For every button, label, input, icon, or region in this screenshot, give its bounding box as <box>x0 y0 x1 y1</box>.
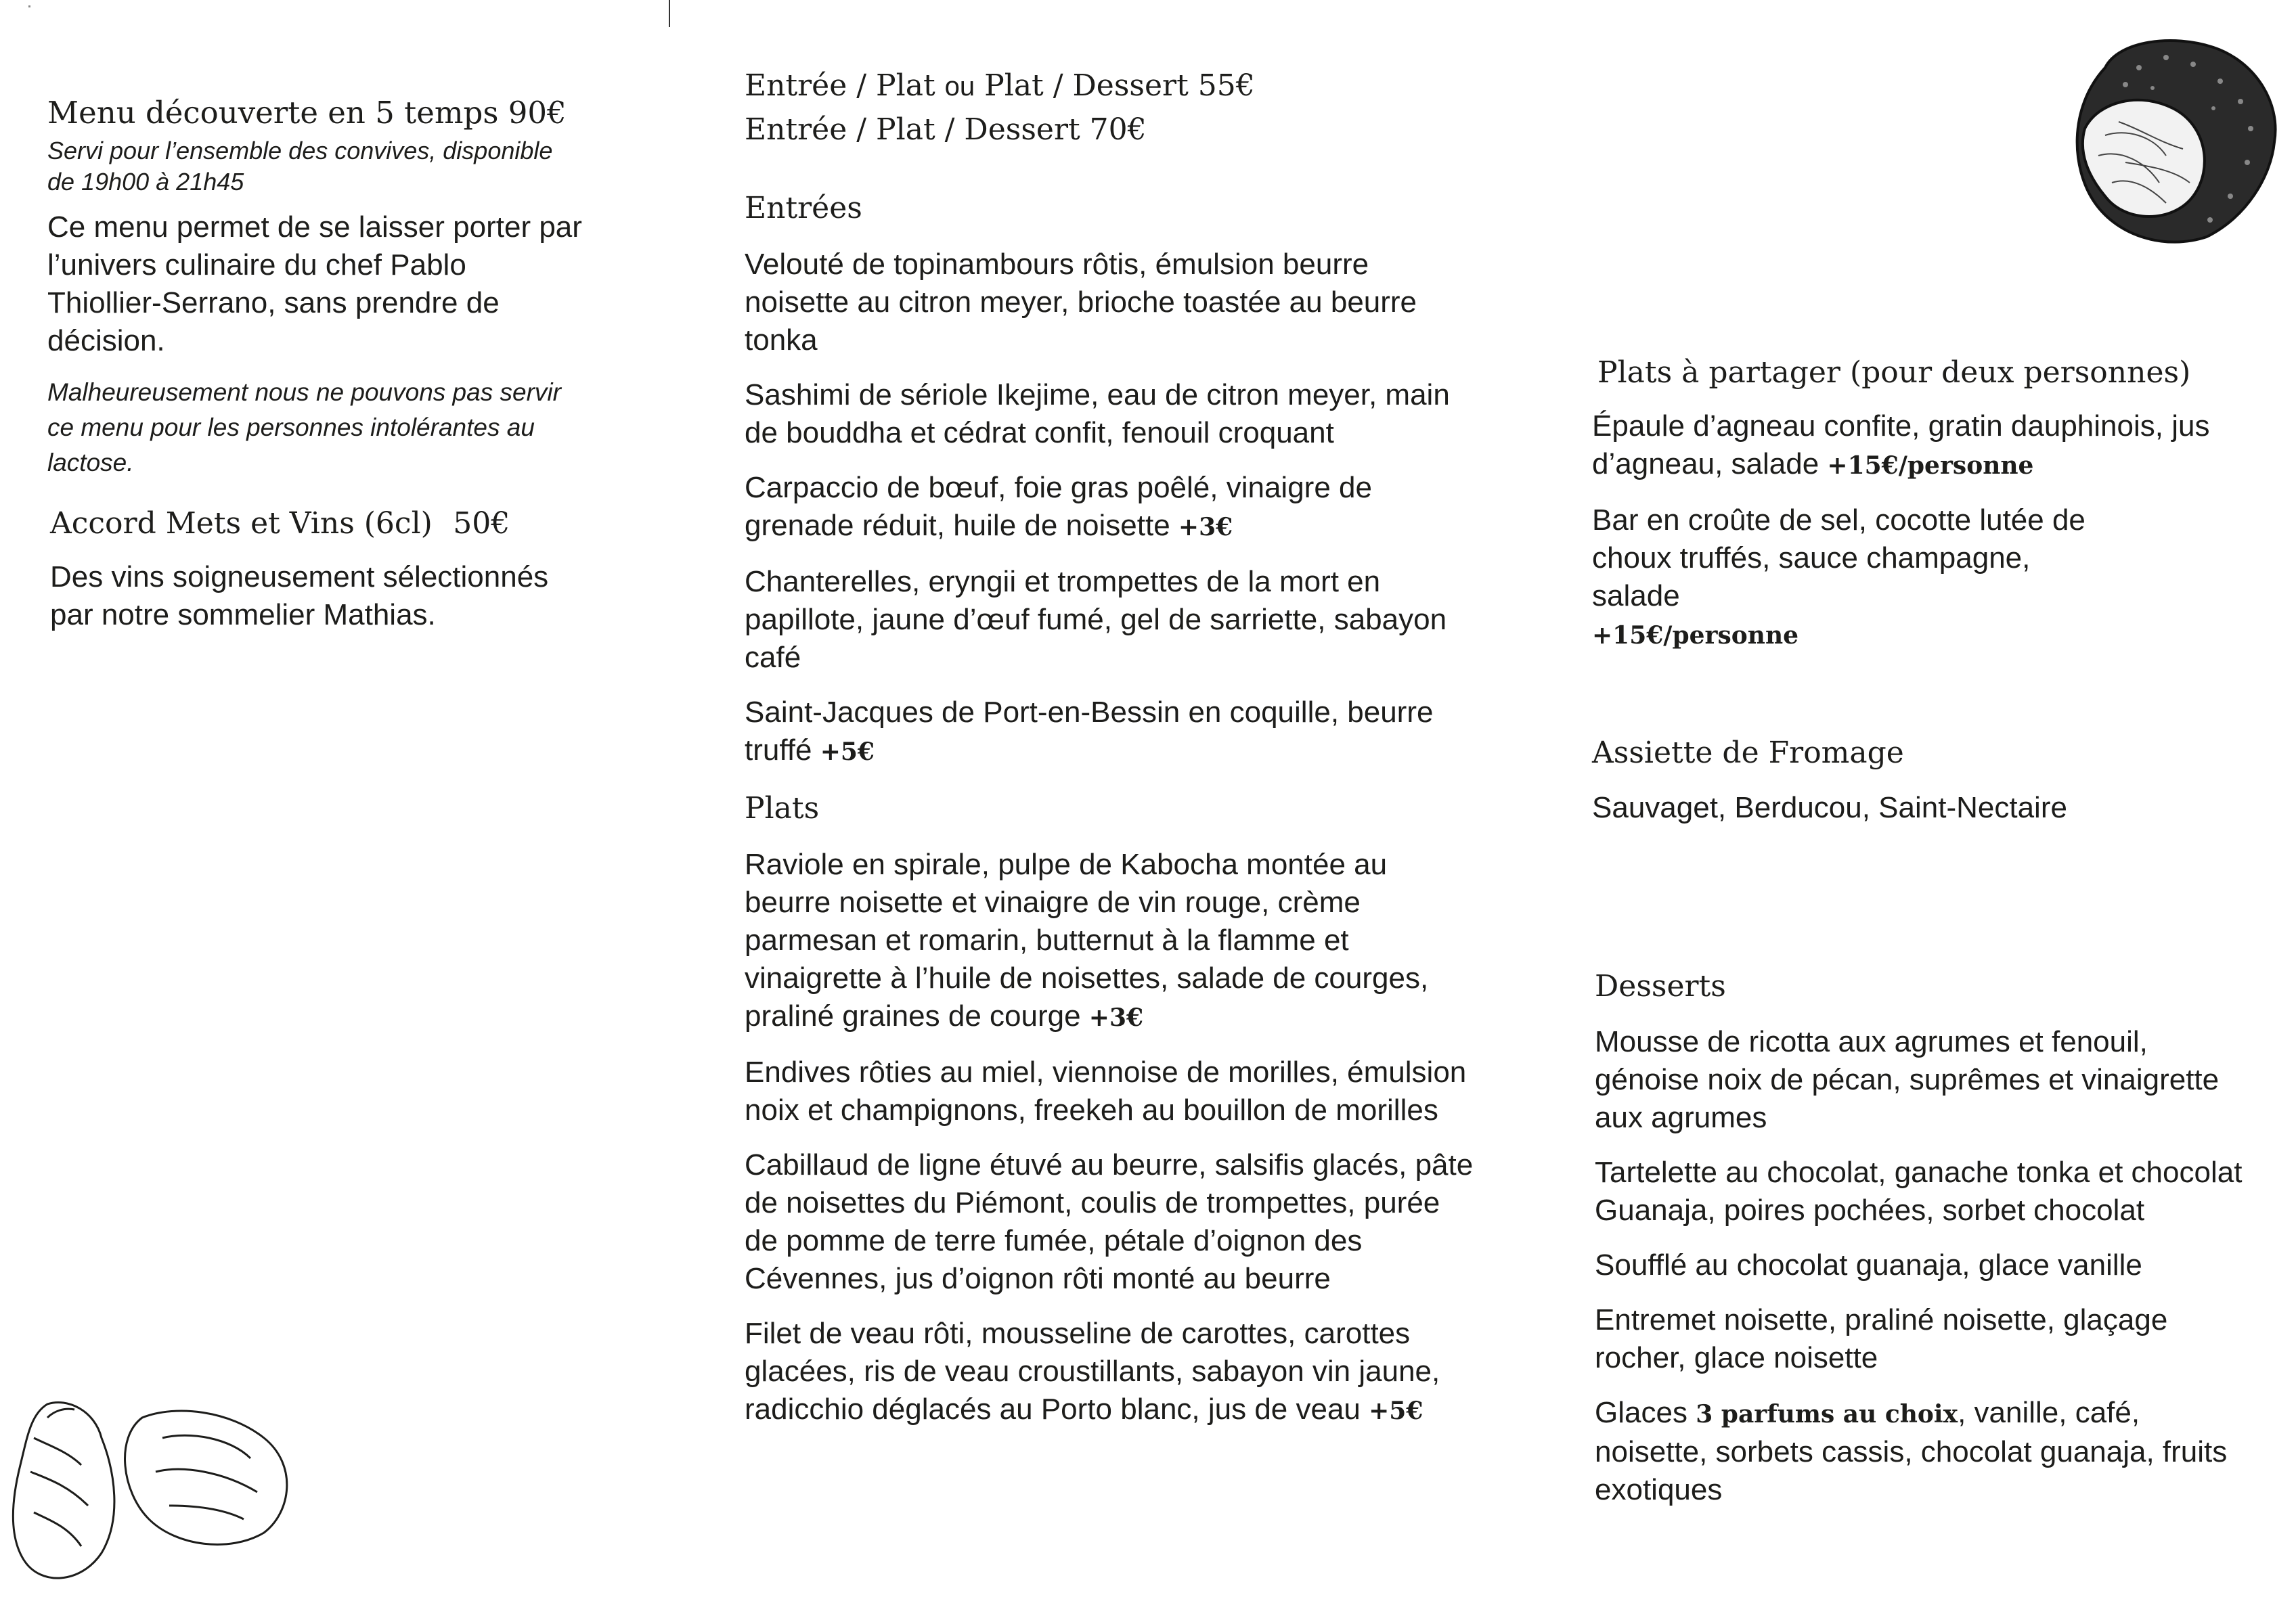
supplement-badge: +5€ <box>1369 1396 1423 1425</box>
plat-item: Filet de veau rôti, mousseline de carottes, carottes glacées, ris de veau croustillants, sabayon vin jaune, radicchio déglacés au Porto blanc, jus de veau +5€ <box>745 1316 1440 1426</box>
formula-entree-plat: Entrée / Plat <box>745 68 935 103</box>
entree-item: Velouté de topinambours rôtis, émulsion beurre noisette au citron meyer, brioche toastée au beurre tonka <box>745 247 1417 357</box>
entree-item: Saint-Jacques de Port-en-Bessin en coquille, beurre truffé +5€ <box>745 695 1434 767</box>
discovery-menu-description: Ce menu permet de se laisser porter par l’univers culinaire du chef Pablo Thiollier-Serrano, sans prendre de décision. <box>47 210 582 357</box>
dessert-item: Entremet noisette, praliné noisette, glaçage rocher, glace noisette <box>1595 1303 2168 1375</box>
wine-pairing-price: 50€ <box>453 506 510 541</box>
dessert-item: Mousse de ricotta aux agrumes et fenouil, génoise noix de pécan, suprêmes et vinaigrette aux agrumes <box>1595 1025 2220 1135</box>
discovery-menu-note: Servi pour l’ensemble des convives, disponible de 19h00 à 21h45 <box>47 137 553 196</box>
entree-item: Carpaccio de bœuf, foie gras poêlé, vinaigre de grenade réduit, huile de noisette +3€ <box>745 470 1372 542</box>
supplement-badge: +15€/personne <box>1592 621 1799 650</box>
truffle-illustration <box>2058 27 2295 250</box>
supplement-badge: +5€ <box>820 737 875 766</box>
formula-line-1 <box>745 64 1476 108</box>
formula-or: ou <box>944 72 975 102</box>
sharing-title: Plats à partager (pour deux personnes) <box>1597 355 2191 390</box>
ice-cream-flavours: , vanille, café, noisette, sorbets cassis, chocolat guanaja, fruits exotiques <box>1595 1396 2228 1507</box>
plats-list <box>745 846 1476 1430</box>
entree-item: Sashimi de sériole Ikejime, eau de citron meyer, main de bouddha et cédrat confit, fenouil croquant <box>745 378 1450 449</box>
right-column <box>1592 355 2255 1526</box>
supplement-badge: +3€ <box>1178 512 1233 541</box>
dessert-item-ice-cream <box>1595 1394 2255 1509</box>
wine-pairing-description: Des vins soigneusement sélectionnés par notre sommelier Mathias. <box>50 560 549 631</box>
sharing-item: Bar en croûte de sel, cocotte lutée de choux truffés, sauce champagne, salade +15€/personne <box>1592 503 2085 650</box>
fold-divider <box>669 0 670 27</box>
entree-item: Chanterelles, eryngii et trompettes de la mort en papillote, jaune d’œuf fumé, gel de sarriette, sabayon café <box>745 564 1447 674</box>
wine-pairing-title: Accord Mets et Vins (6cl) <box>50 506 433 541</box>
cheese-title: Assiette de Fromage <box>1592 735 1904 770</box>
ice-cream-prefix: Glaces <box>1595 1396 1687 1430</box>
plats-title: Plats <box>745 790 820 826</box>
left-column <box>47 95 582 634</box>
supplement-badge: +15€/personne <box>1827 451 2034 480</box>
truffle-pair-illustration <box>7 1391 305 1594</box>
plat-item: Raviole en spirale, pulpe de Kabocha montée au beurre noisette et vinaigre de vin rouge, crème parmesan et romarin, butternut à la flamme et vinaigrette à l’huile de noisettes, salade de courges, praliné graines de courge +3€ <box>745 847 1429 1033</box>
desserts-list <box>1595 1023 2255 1509</box>
supplement-badge: +3€ <box>1088 1003 1144 1032</box>
scan-dot <box>28 5 30 7</box>
cheese-description: Sauvaget, Berducou, Saint-Nectaire <box>1592 790 2067 824</box>
dessert-item: Soufflé au chocolat guanaja, glace vanille <box>1595 1248 2142 1282</box>
entrees-title: Entrées <box>745 191 862 225</box>
plat-item: Endives rôties au miel, viennoise de morilles, émulsion noix et champignons, freekeh au bouillon de morilles <box>745 1055 1467 1127</box>
formula-line-2: Entrée / Plat / Dessert 70€ <box>745 112 1147 147</box>
dessert-item: Tartelette au chocolat, ganache tonka et chocolat Guanaja, poires pochées, sorbet chocolat <box>1595 1156 2243 1228</box>
sharing-item: Épaule d’agneau confite, gratin dauphinois, jus d’agneau, salade +15€/personne <box>1592 409 2210 480</box>
middle-column <box>745 64 1476 1447</box>
discovery-menu-allergy-note: Malheureusement nous ne pouvons pas servir ce menu pour les personnes intolérantes au lactose. <box>47 378 561 476</box>
desserts-title: Desserts <box>1595 968 1726 1004</box>
plat-item: Cabillaud de ligne étuvé au beurre, salsifis glacés, pâte de noisettes du Piémont, coulis de trompettes, purée de pomme de terre fumée, pétale d’oignon des Cévennes, jus d’oignon rôti monté au beurre <box>745 1148 1474 1295</box>
ice-cream-choice: 3 parfums au choix <box>1696 1400 1958 1429</box>
entrees-list <box>745 246 1476 771</box>
formula-plat-dessert: Plat / Dessert 55€ <box>984 68 1255 103</box>
wine-pairing-heading <box>50 506 582 542</box>
discovery-menu-title: Menu découverte en 5 temps 90€ <box>47 95 567 131</box>
